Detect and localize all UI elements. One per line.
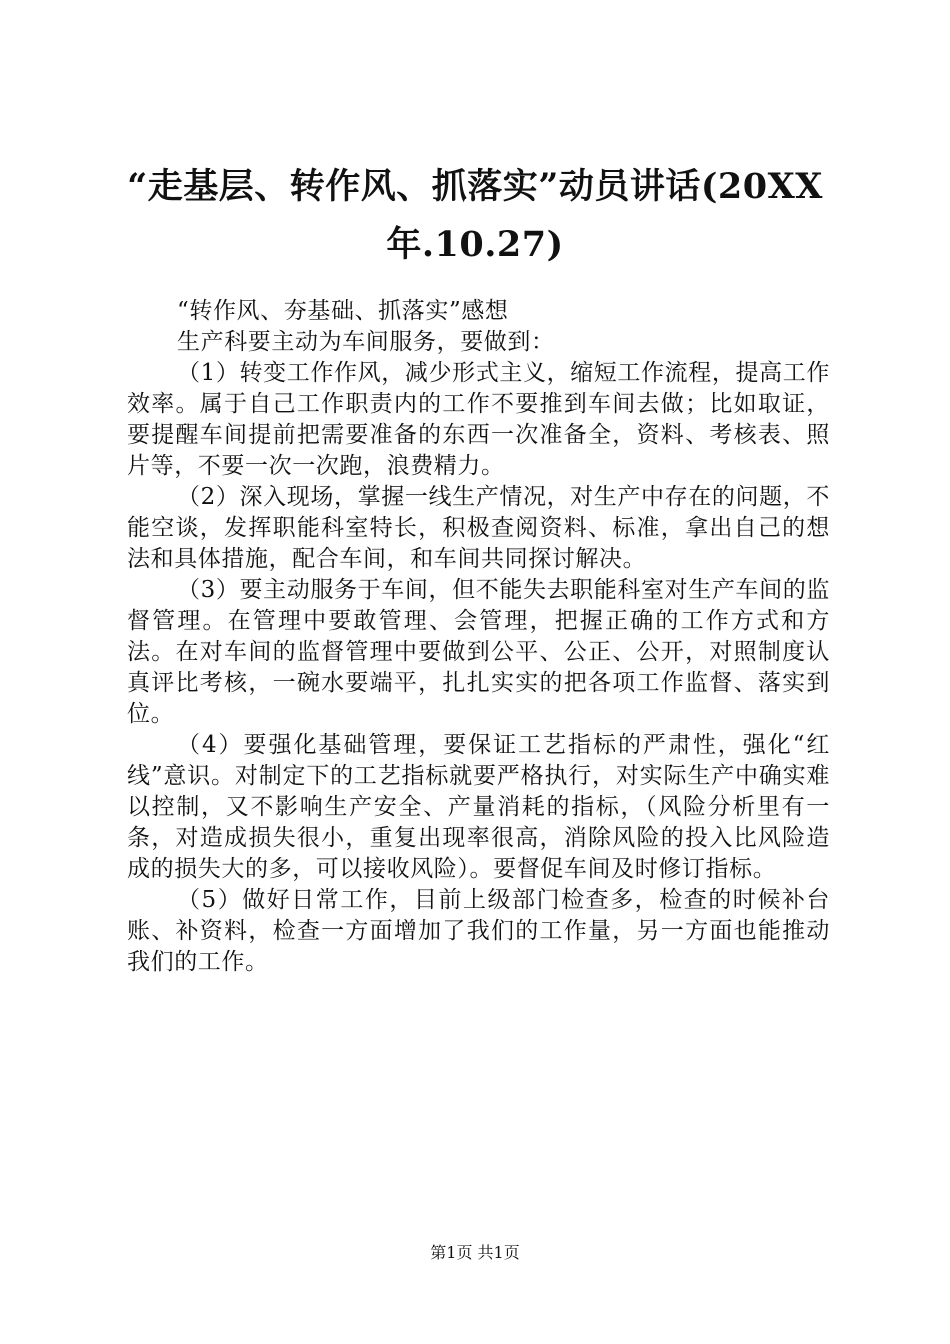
paragraph-item-2: （2）深入现场，掌握一线生产情况，对生产中存在的问题，不能空谈，发挥职能科室特长，积极查阅资料、标准，拿出自己的想法和具体措施，配合车间，和车间共同探讨解决。: [127, 484, 830, 572]
page-footer: 第1页 共1页: [430, 1243, 520, 1262]
title-line-1: “走基层、转作风、抓落实”动员讲话(20XX: [127, 166, 823, 207]
paragraph-subtitle: “转作风、夯基础、抓落实”感想: [177, 298, 509, 324]
paragraph-item-5: （5）做好日常工作，目前上级部门检查多，检查的时候补台账、补资料，检查一方面增加了我们的工作量，另一方面也能推动我们的工作。: [127, 887, 830, 975]
paragraph-item-4: （4）要强化基础管理，要保证工艺指标的严肃性，强化“红线”意识。对制定下的工艺指标就要严格执行，对实际生产中确实难以控制，又不影响生产安全、产量消耗的指标，（风险分析里有一条，对造成损失很小，重复出现率很高，消除风险的投入比风险造成的损失大的多，可以接收风险）。要督促车间及时修订指标。: [127, 732, 830, 882]
paragraph-item-1: （1）转变工作作风，减少形式主义，缩短工作流程，提高工作效率。属于自己工作职责内的工作不要推到车间去做；比如取证，要提醒车间提前把需要准备的东西一次准备全，资料、考核表、照片等，不要一次一次跑，浪费精力。: [127, 360, 830, 479]
paragraph-item-3: （3）要主动服务于车间，但不能失去职能科室对生产车间的监督管理。在管理中要敢管理、会管理，把握正确的工作方式和方法。在对车间的监督管理中要做到公平、公正、公开，对照制度认真评比考核，一碗水要端平，扎扎实实的把各项工作监督、落实到位。: [127, 577, 830, 727]
document-body: [127, 296, 830, 978]
paragraph-intro: 生产科要主动为车间服务，要做到：: [177, 329, 555, 355]
document-title: [120, 158, 830, 274]
title-line-2: 年.10.27): [386, 224, 564, 265]
